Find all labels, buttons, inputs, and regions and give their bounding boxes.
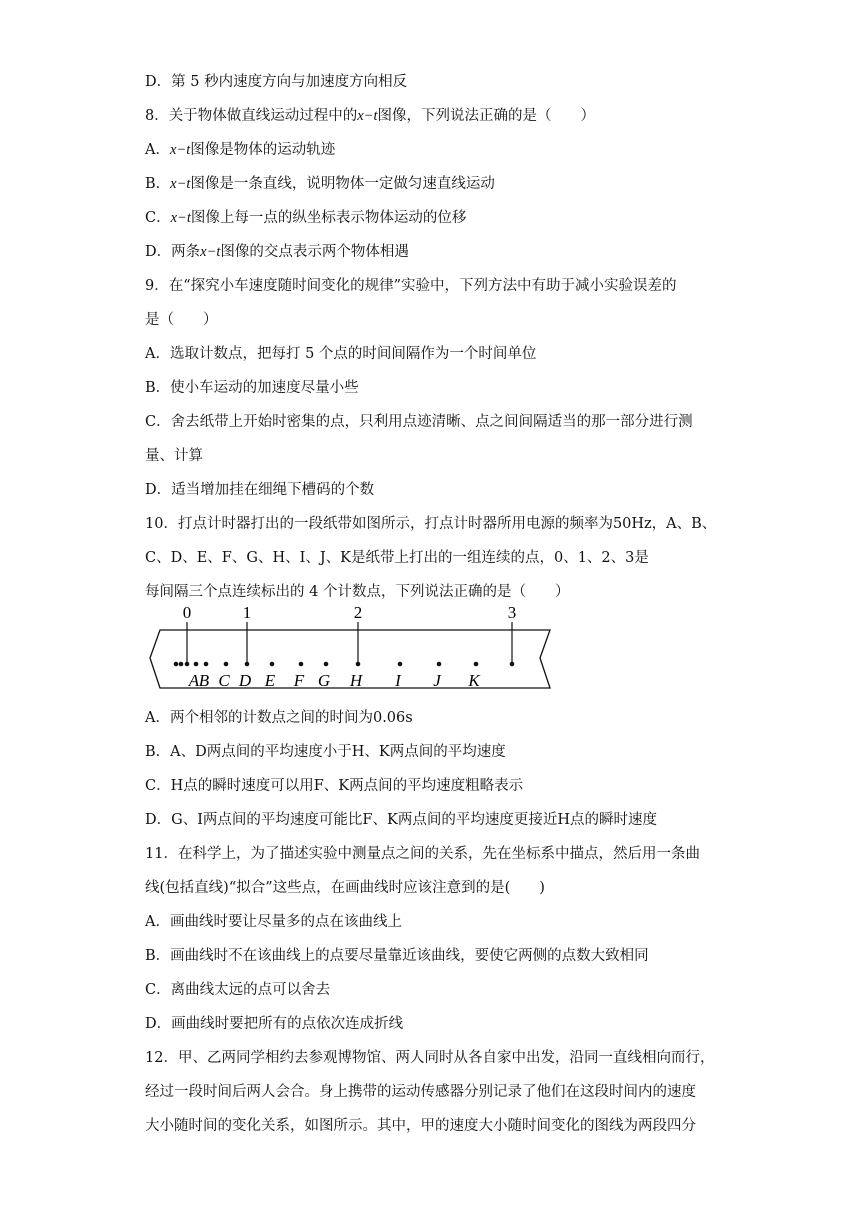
text-line (145, 310, 218, 330)
text-run: 11．在科学上，为了描述实验中测量点之间的关系，先在坐标系中描点，然后用一条曲 (145, 846, 700, 862)
text-run: 大小随时间的变化关系，如图所示。其中，甲的速度大小随时间变化的图线为两段四分 (145, 1118, 696, 1134)
text-line (145, 1082, 696, 1102)
math-x-t: x−t (170, 210, 191, 226)
tape-point-label: F (293, 671, 305, 690)
tape-point-label: C (218, 671, 230, 690)
math-x-t: x−t (357, 108, 378, 124)
text-line (145, 776, 523, 796)
tape-point-label: A (188, 671, 200, 690)
text-run: 图像是一条直线，说明物体一定做匀速直线运动 (190, 176, 495, 192)
text-run: C．舍去纸带上开始时密集的点，只利用点迹清晰、点之间间隔适当的那一部分进行测 (145, 414, 693, 430)
text-run: B．A、D两点间的平均速度小于H、K两点间的平均速度 (145, 744, 506, 760)
text-line (145, 242, 409, 262)
text-run: D．适当增加挂在细绳下槽码的个数 (145, 482, 375, 498)
text-run: 图像上每一点的纵坐标表示物体运动的位移 (190, 210, 467, 226)
tape-point-label: J (433, 671, 441, 690)
text-line (145, 742, 506, 762)
text-run: 图像，下列说法正确的是（ ） (377, 108, 595, 124)
text-line (145, 548, 649, 568)
text-run: B． (145, 176, 171, 192)
count-point-label: 0 (182, 603, 192, 622)
text-run: A． (145, 142, 170, 158)
text-line (145, 810, 657, 830)
count-point-label: 3 (507, 603, 517, 622)
text-line (145, 480, 374, 500)
text-line (145, 140, 335, 160)
text-line (145, 946, 649, 966)
text-run: D．G、I两点间的平均速度可能比F、K两点间的平均速度更接近H点的瞬时速度 (145, 812, 657, 828)
math-x-t: x−t (170, 176, 191, 192)
text-line (145, 912, 402, 932)
text-line (145, 1014, 403, 1034)
tape-dot (324, 662, 329, 667)
text-run: C、D、E、F、G、H、I、J、K是纸带上打出的一组连续的点，0、1、2、3是 (145, 550, 649, 566)
text-line (145, 708, 413, 728)
text-line (145, 1048, 714, 1068)
math-x-t: x−t (169, 142, 191, 158)
tape-point-label: K (468, 671, 480, 690)
tape-dot (179, 662, 184, 667)
text-run: 12．甲、乙两同学相约去参观博物馆、两人同时从各自家中出发，沿同一直线相向而行， (145, 1050, 715, 1066)
text-run: 是（ ） (145, 312, 218, 328)
text-line (145, 582, 569, 602)
text-run: 9．在“探究小车速度随时间变化的规律”实验中，下列方法中有助于减小实验误差的 (145, 278, 677, 294)
text-run: 图像是物体的运动轨迹 (190, 142, 336, 158)
tape-point-label: H (349, 671, 363, 690)
text-run: D．第 5 秒内速度方向与加速度方向相反 (145, 74, 408, 90)
text-run: 量、计算 (145, 448, 203, 464)
text-run: 线(包括直线)“拟合”这些点，在画曲线时应该注意到的是( ) (145, 880, 545, 896)
tape-point-label: D (238, 671, 252, 690)
text-line (145, 446, 203, 466)
text-run: C．H点的瞬时速度可以用F、K两点间的平均速度粗略表示 (145, 778, 524, 794)
text-line (145, 378, 359, 398)
text-line (145, 980, 330, 1000)
text-run: 8．关于物体做直线运动过程中的 (145, 108, 358, 124)
tape-dot (270, 662, 275, 667)
text-line (145, 72, 407, 92)
count-point-label: 2 (353, 603, 363, 622)
text-line (145, 1116, 696, 1136)
text-run: B．画曲线时不在该曲线上的点要尽量靠近该曲线，要使它两侧的点数大致相同 (145, 948, 649, 964)
count-point-label: 1 (242, 603, 252, 622)
text-line (145, 106, 595, 126)
text-line (145, 276, 677, 296)
tape-dot (398, 662, 403, 667)
text-run: 每间隔三个点连续标出的 4 个计数点，下列说法正确的是（ ） (145, 584, 570, 600)
text-line (145, 514, 716, 534)
text-run: C． (145, 210, 171, 226)
paper-tape-figure (140, 600, 560, 700)
text-run: A．选取计数点，把每打 5 个点的时间间隔作为一个时间单位 (145, 346, 537, 362)
text-run: 10．打点计时器打出的一段纸带如图所示，打点计时器所用电源的频率为50Hz，A、B、 (145, 516, 717, 532)
tape-dot (299, 662, 304, 667)
tape-dot (204, 662, 209, 667)
text-line (145, 844, 700, 864)
tape-point-label: G (317, 671, 331, 690)
tape-point-label: E (264, 671, 276, 690)
text-run: B．使小车运动的加速度尽量小些 (145, 380, 359, 396)
text-run: D．画曲线时要把所有的点依次连成折线 (145, 1016, 404, 1032)
math-x-t: x−t (200, 244, 221, 260)
tape-dot (224, 662, 229, 667)
text-run: A．画曲线时要让尽量多的点在该曲线上 (145, 914, 402, 930)
text-line (145, 344, 536, 364)
text-line (145, 878, 545, 898)
text-run: 经过一段时间后两人会合。身上携带的运动传感器分别记录了他们在这段时间内的速度 (145, 1084, 696, 1100)
text-run: 图像的交点表示两个物体相遇 (220, 244, 409, 260)
text-line (145, 208, 466, 228)
text-line (145, 412, 693, 432)
text-run: A．两个相邻的计数点之间的时间为0.06s (145, 710, 413, 726)
tape-dot (174, 662, 179, 667)
text-line (145, 174, 495, 194)
tape-dot (437, 662, 442, 667)
tape-dot (474, 662, 479, 667)
text-run: D．两条 (145, 244, 201, 260)
tape-dot (194, 662, 199, 667)
tape-point-label: I (395, 671, 401, 690)
text-run: C．离曲线太远的点可以舍去 (145, 982, 331, 998)
tape-point-label: B (198, 671, 210, 690)
